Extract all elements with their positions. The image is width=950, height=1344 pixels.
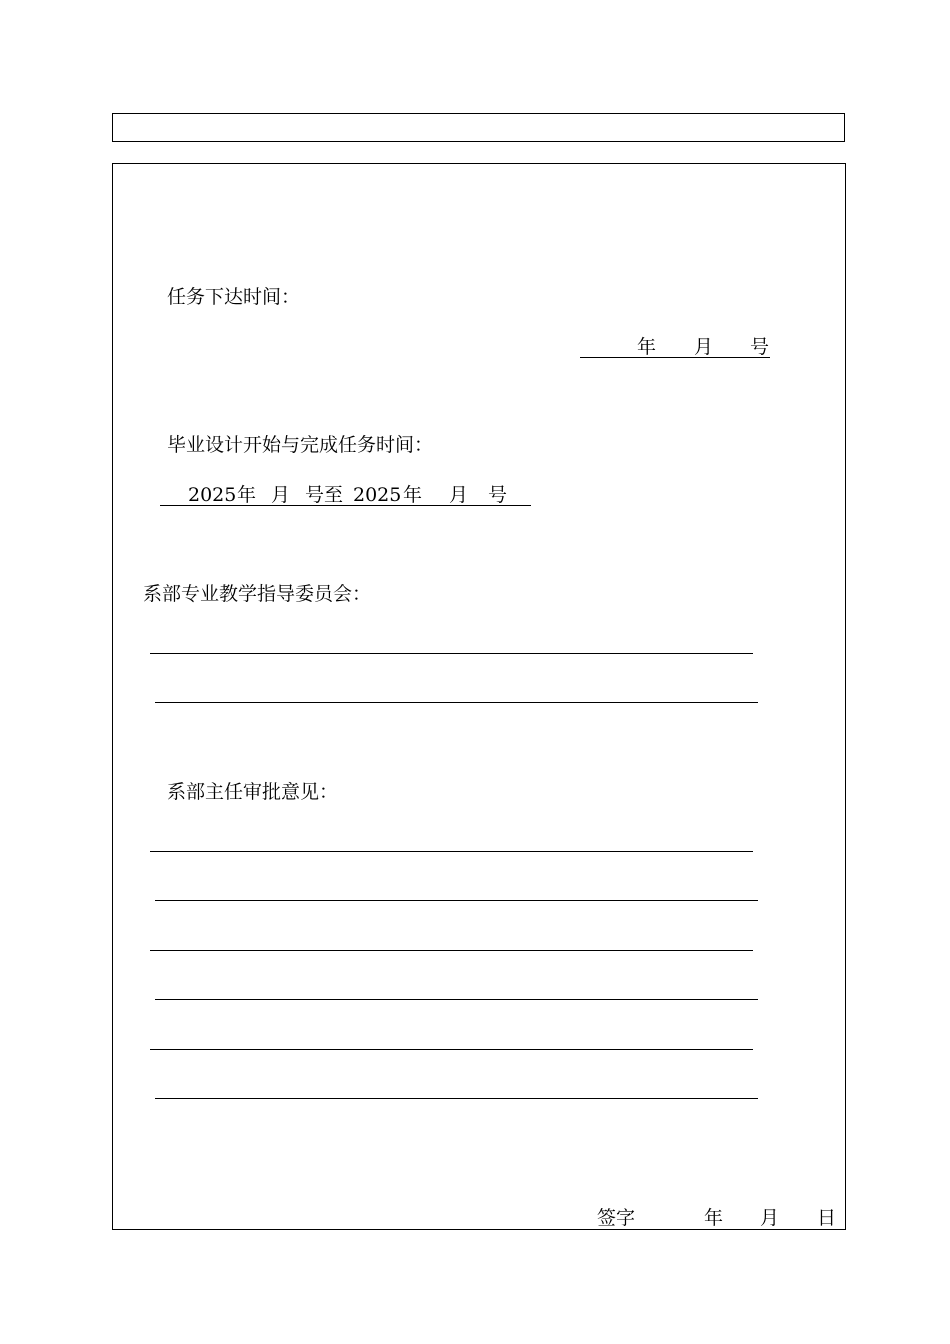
signature-label: 签字 — [597, 1207, 636, 1229]
director-line-6[interactable] — [155, 1098, 758, 1099]
director-label: 系部主任审批意见： — [167, 781, 339, 803]
end-day-unit: 号 — [488, 484, 508, 506]
start-day-to: 号至 — [305, 484, 344, 506]
issue-date-day-unit: 号 — [750, 336, 770, 358]
issue-date-month-unit: 月 — [694, 336, 714, 358]
director-line-5[interactable] — [150, 1049, 753, 1050]
start-year-unit: 年 — [237, 484, 257, 506]
committee-line-1[interactable] — [150, 653, 753, 654]
end-year-unit: 年 — [403, 484, 423, 506]
director-line-1[interactable] — [150, 851, 753, 852]
signature-month-unit: 月 — [760, 1207, 780, 1229]
design-period-underline — [160, 505, 531, 506]
issue-date-year-unit: 年 — [637, 336, 657, 358]
design-period-label: 毕业设计开始与完成任务时间： — [167, 434, 434, 456]
director-line-2[interactable] — [155, 900, 758, 901]
form-body-box — [112, 163, 846, 1230]
issue-time-label: 任务下达时间： — [167, 286, 301, 308]
committee-label: 系部专业教学指导委员会： — [143, 583, 372, 605]
start-month-unit: 月 — [271, 484, 291, 506]
start-year: 2025 — [188, 484, 237, 506]
director-line-3[interactable] — [150, 950, 753, 951]
end-year: 2025 — [353, 484, 402, 506]
director-line-4[interactable] — [155, 999, 758, 1000]
header-box — [112, 113, 845, 142]
issue-date-underline — [580, 357, 770, 358]
committee-line-2[interactable] — [155, 702, 758, 703]
end-month-unit: 月 — [449, 484, 469, 506]
signature-day-unit: 日 — [817, 1207, 837, 1229]
signature-year-unit: 年 — [704, 1207, 724, 1229]
